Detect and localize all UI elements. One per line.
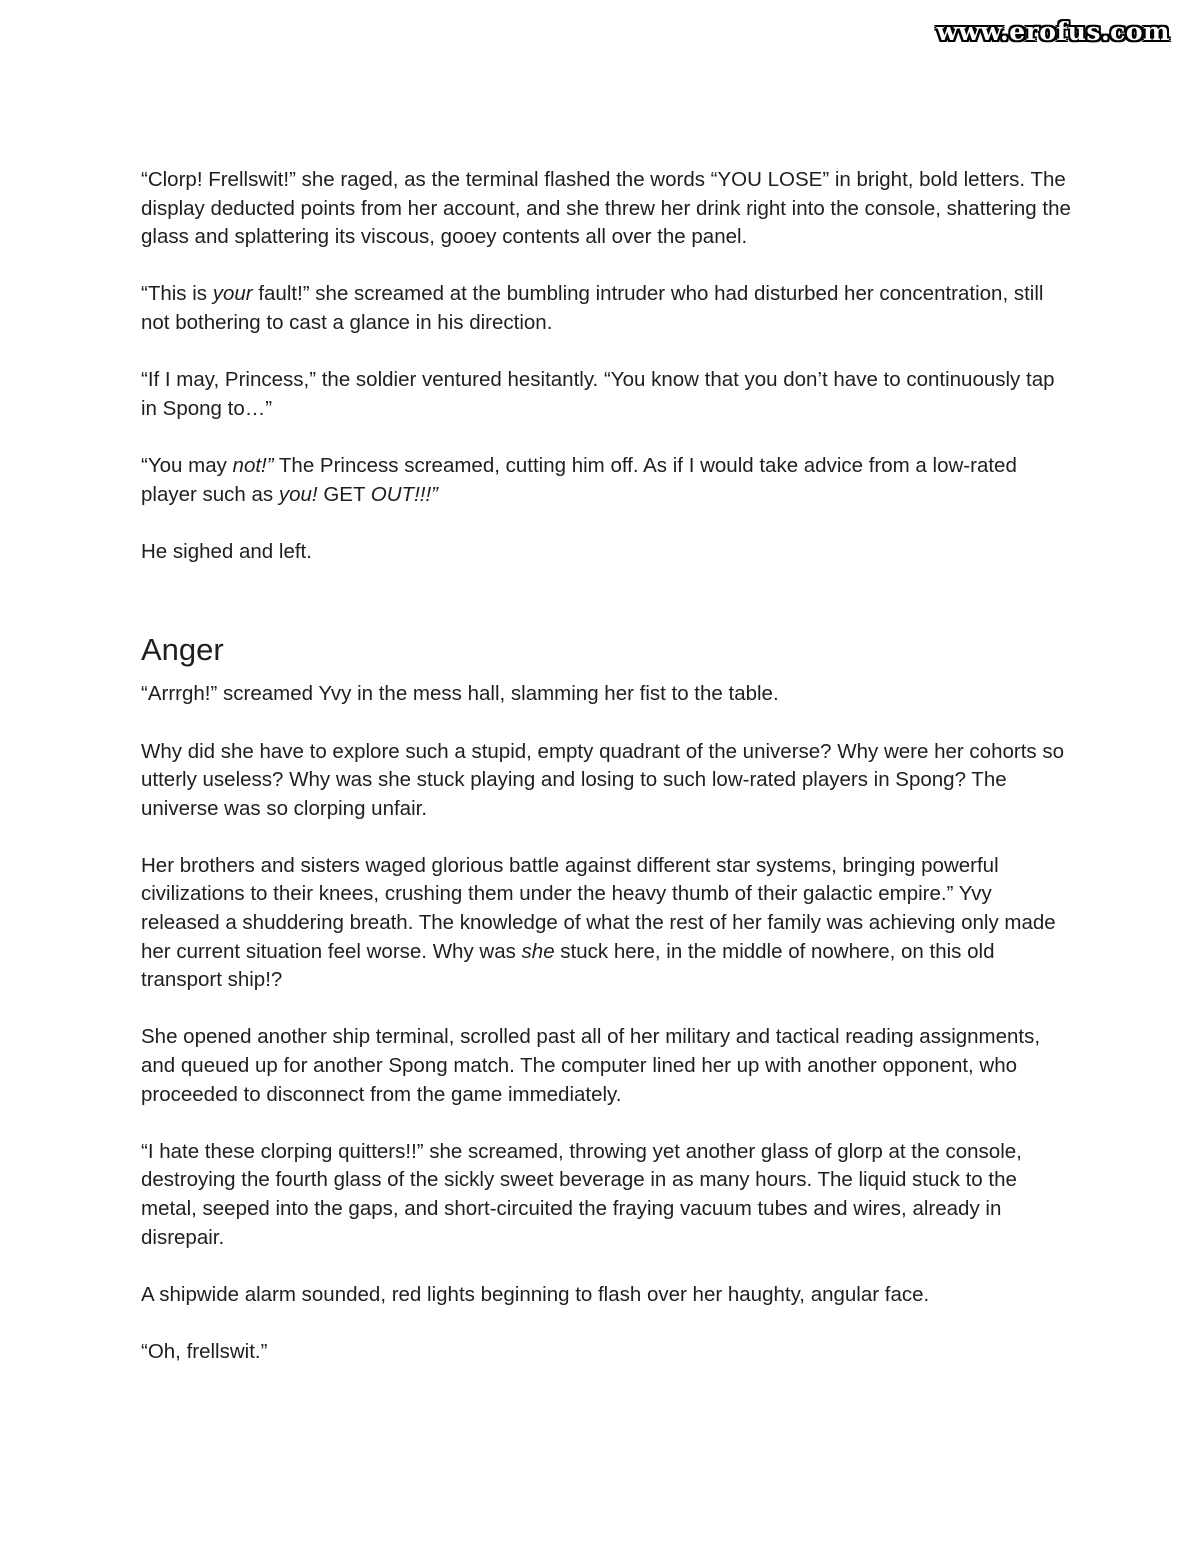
paragraph — [141, 680, 1071, 709]
paragraph — [141, 1138, 1071, 1252]
paragraph — [141, 366, 1071, 423]
italic-text: you! — [278, 482, 318, 506]
paragraph — [141, 452, 1071, 509]
paragraph — [141, 166, 1071, 252]
paragraph — [141, 852, 1071, 995]
document-page — [141, 166, 1071, 1395]
paragraph — [141, 538, 1071, 567]
paragraph — [141, 1338, 1071, 1367]
section-heading-anger: Anger — [141, 632, 224, 668]
paragraph — [141, 1281, 1071, 1310]
text-segment: “This is — [141, 282, 213, 306]
paragraph — [141, 1023, 1071, 1109]
text-segment: A shipwide alarm sounded, red lights beginning to flash over her haughty, angular face. — [141, 1282, 930, 1306]
paragraph — [141, 280, 1071, 337]
italic-text: your — [212, 282, 253, 306]
text-segment: He sighed and left. — [141, 539, 312, 563]
text-segment: The Princess screamed, cutting him off. As if I would take advice from a low-rated player such as — [141, 453, 1017, 506]
text-segment: She opened another ship terminal, scrolled past all of her military and tactical reading assignments, and queued up for another Spong match. The computer lined her up with another opponent, who proceeded to disconnect from the game immediately. — [141, 1025, 1041, 1106]
italic-text: she — [521, 939, 555, 963]
text-segment: Her brothers and sisters waged glorious battle against different star systems, bringing powerful civilizations to their knees, crushing them under the heavy thumb of their galactic empire.” Yvy released a shuddering breath. The knowledge of what the rest of her family was achieving only made her current situation feel worse. Why was — [141, 853, 1056, 963]
text-segment: “I hate these clorping quitters!!” she screamed, throwing yet another glass of glorp at the console, destroying the fourth glass of the sickly sweet beverage in as many hours. The liquid stuck to the metal, seeped into the gaps, and short-circuited the fraying vacuum tubes and wires, already in disrepair. — [141, 1139, 1022, 1249]
watermark-logo: www.erofus.com — [936, 17, 1170, 46]
text-segment: Why did she have to explore such a stupid, empty quadrant of the universe? Why were her cohorts so utterly useless? Why was she stuck playing and losing to such low-rated players in Spong? The universe was so clorping unfair. — [141, 739, 1064, 820]
section-anger — [141, 680, 1071, 1366]
text-segment: “If I may, Princess,” the soldier ventured hesitantly. “You know that you don’t have to continuously tap in Spong to…” — [141, 368, 1055, 420]
text-segment: “You may — [141, 453, 233, 477]
section-scene-intro — [141, 166, 1071, 566]
paragraph — [141, 738, 1071, 824]
text-segment: fault!” she screamed at the bumbling intruder who had disturbed her concentration, still not bothering to cast a glance in his direction. — [141, 282, 1044, 334]
text-segment: “Clorp! Frellswit!” she raged, as the terminal flashed the words “YOU LOSE” in bright, bold letters. The display deducted points from her account, and she threw her drink right into the console, shattering the glass and splattering its viscous, gooey contents all over the panel. — [141, 168, 1071, 249]
text-segment: “Arrrgh!” screamed Yvy in the mess hall, slamming her fist to the table. — [141, 682, 779, 706]
italic-text: OUT!!!” — [370, 482, 438, 506]
text-segment: GET — [317, 482, 371, 506]
text-segment: “Oh, frellswit.” — [141, 1339, 268, 1363]
text-segment: stuck here, in the middle of nowhere, on this old transport ship!? — [141, 939, 995, 992]
italic-text: not!” — [232, 453, 274, 477]
